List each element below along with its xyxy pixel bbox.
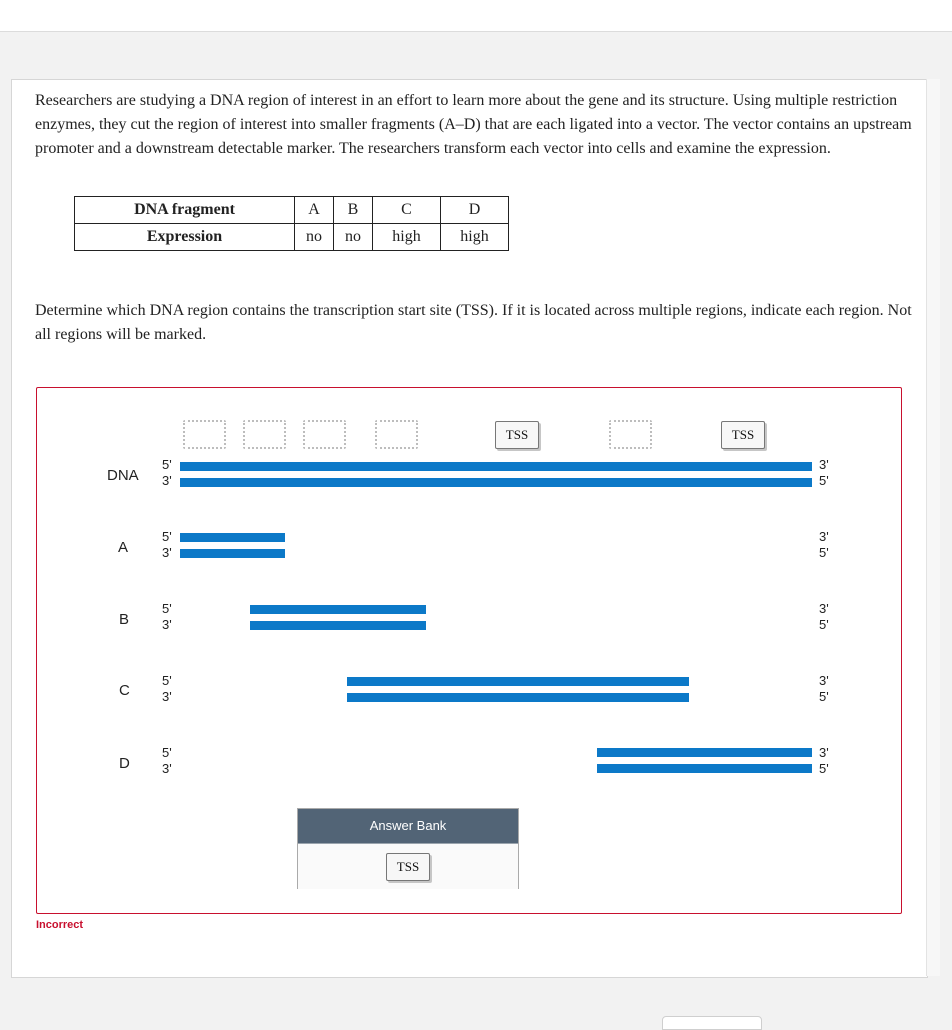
fragment-b-top-strand <box>250 605 426 614</box>
fragment-b-bottom-strand <box>250 621 426 630</box>
five-prime-label: 5' <box>162 529 172 544</box>
drop-zone[interactable] <box>243 420 286 449</box>
five-prime-label: 5' <box>162 673 172 688</box>
row-label-dna: DNA <box>107 467 139 484</box>
three-prime-label: 3' <box>819 529 829 544</box>
table-row <box>75 197 509 224</box>
table-cell: high <box>441 224 509 251</box>
three-prime-label: 3' <box>162 689 172 704</box>
answer-bank-title: Answer Bank <box>298 809 518 843</box>
five-prime-label: 5' <box>162 457 172 472</box>
table-cell: no <box>295 224 334 251</box>
row-label-c: C <box>119 682 130 699</box>
dna-top-strand <box>180 462 812 471</box>
row-label-b: B <box>119 611 130 628</box>
five-prime-label: 5' <box>819 761 829 776</box>
three-prime-label: 3' <box>162 761 172 776</box>
placed-tss-label[interactable]: TSS <box>495 421 539 449</box>
five-prime-label: 5' <box>819 545 829 560</box>
three-prime-label: 3' <box>819 601 829 616</box>
three-prime-label: 3' <box>162 545 172 560</box>
table-cell: C <box>373 197 441 224</box>
fragment-c-top-strand <box>347 677 689 686</box>
five-prime-label: 5' <box>162 601 172 616</box>
dna-bottom-strand <box>180 478 812 487</box>
row-label-d: D <box>119 755 130 772</box>
question-instruction-text: Determine which DNA region contains the transcription start site (TSS). If it is located across multiple regions, indicate each region. Not all regions will be marked. <box>35 302 912 343</box>
drop-zone[interactable] <box>375 420 418 449</box>
top-bar <box>0 0 952 32</box>
table-header-cell: DNA fragment <box>75 197 295 224</box>
five-prime-label: 5' <box>819 617 829 632</box>
fragment-c-bottom-strand <box>347 693 689 702</box>
table-row <box>75 224 509 251</box>
three-prime-label: 3' <box>162 473 172 488</box>
answer-bank-body <box>298 843 518 889</box>
answer-bank-tss-label[interactable]: TSS <box>386 853 430 881</box>
row-label-a: A <box>118 539 129 556</box>
table-cell: A <box>295 197 334 224</box>
fragment-a-bottom-strand <box>180 549 285 558</box>
three-prime-label: 3' <box>819 457 829 472</box>
table-cell: D <box>441 197 509 224</box>
five-prime-label: 5' <box>162 745 172 760</box>
feedback-status: Incorrect <box>36 919 84 931</box>
answer-bank <box>297 808 519 889</box>
bottom-tab[interactable] <box>662 1016 762 1030</box>
three-prime-label: 3' <box>819 673 829 688</box>
fragment-d-bottom-strand <box>597 764 812 773</box>
table-cell: B <box>334 197 373 224</box>
scrollbar[interactable] <box>926 79 940 976</box>
drop-zone[interactable] <box>183 420 226 449</box>
fragment-d-top-strand <box>597 748 812 757</box>
three-prime-label: 3' <box>162 617 172 632</box>
drop-zone[interactable] <box>609 420 652 449</box>
five-prime-label: 5' <box>819 689 829 704</box>
fragment-a-top-strand <box>180 533 285 542</box>
five-prime-label: 5' <box>819 473 829 488</box>
three-prime-label: 3' <box>819 745 829 760</box>
table-row-label-cell: Expression <box>75 224 295 251</box>
placed-tss-label[interactable]: TSS <box>721 421 765 449</box>
fragment-expression-table <box>74 196 509 251</box>
drop-zone[interactable] <box>303 420 346 449</box>
table-cell: high <box>373 224 441 251</box>
table-cell: no <box>334 224 373 251</box>
question-intro-text: Researchers are studying a DNA region of interest in an effort to learn more about the gene and its structure. Using multiple restriction enzymes, they cut the region of interest into smaller fragments (A–D) that are each ligated into a vector. The vector contains an upstream promoter and a downstream detectable marker. The researchers transform each vector into cells and examine the expression. <box>35 92 912 157</box>
